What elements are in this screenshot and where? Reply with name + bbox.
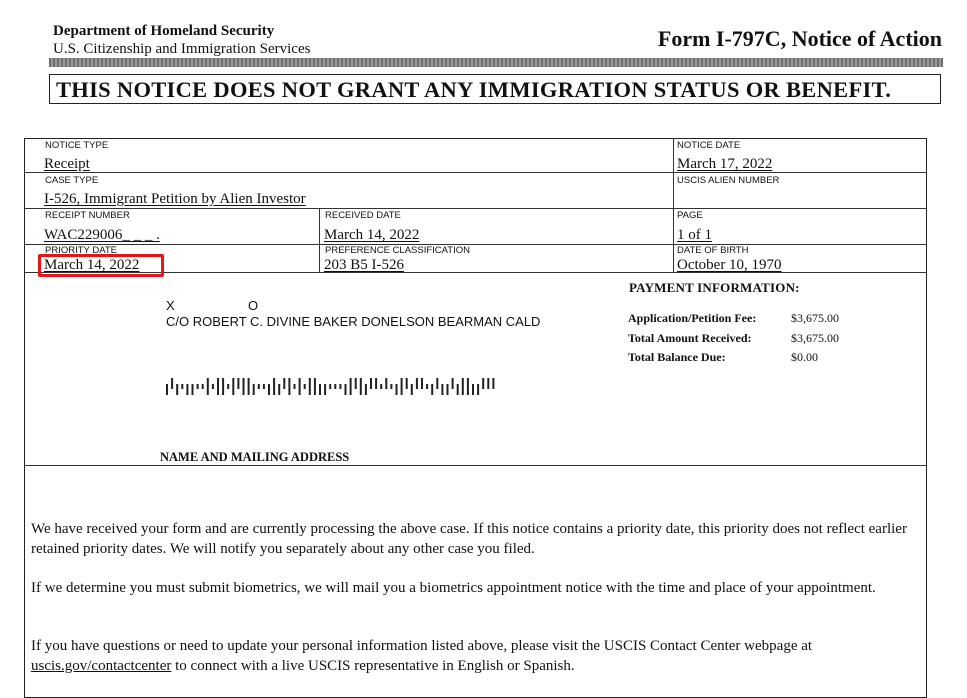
case-type-value: I-526, Immigrant Petition by Alien Investor: [44, 191, 306, 207]
agency-name: U.S. Citizenship and Immigration Services: [53, 41, 311, 57]
body-paragraph-3: [31, 636, 916, 676]
payment-label: Application/Petition Fee:: [628, 311, 757, 325]
mailing-address-label: NAME AND MAILING ADDRESS: [160, 450, 350, 464]
received-date-value: March 14, 2022: [324, 227, 420, 243]
preference-label: PREFERENCE CLASSIFICATION: [325, 245, 470, 256]
notice-date-label: NOTICE DATE: [677, 140, 741, 151]
notice-type-value: Receipt: [44, 156, 90, 172]
row-divider: [24, 172, 927, 173]
notice-type-label: NOTICE TYPE: [45, 140, 109, 151]
address-line2: C/O ROBERT C. DIVINE BAKER DONELSON BEARMAN CALD: [166, 314, 541, 329]
agency-header: [53, 22, 310, 58]
payment-label: Total Amount Received:: [628, 331, 752, 345]
page-label: PAGE: [677, 210, 703, 221]
body-paragraph-1: We have received your form and are currently processing the above case. If this notice contains a priority date, this priority does not reflect earlier retained priority dates. We will notify you separately about any other case you filed.: [31, 521, 907, 557]
department-name: Department of Homeland Security: [53, 23, 275, 39]
payment-title: PAYMENT INFORMATION:: [629, 280, 800, 295]
receipt-number-value: WAC229006_ _ _ .: [44, 227, 160, 243]
postal-barcode: [166, 378, 500, 395]
dob-label: DATE OF BIRTH: [677, 245, 749, 256]
payment-value: $0.00: [791, 350, 818, 364]
payment-value: $3,675.00: [791, 331, 839, 345]
alien-number-label: USCIS ALIEN NUMBER: [677, 175, 780, 186]
column-divider: [673, 138, 674, 272]
form-title: Form I-797C, Notice of Action: [657, 26, 942, 51]
row-divider: [24, 465, 927, 466]
contact-text-before: If you have questions or need to update your personal information listed above, please visit the USCIS Contact Center webpage at: [31, 638, 813, 654]
notice-form: [24, 138, 927, 698]
contact-center-link[interactable]: uscis.gov/contactcenter: [31, 658, 172, 674]
address-line1-left: X: [166, 298, 175, 313]
priority-date-label: PRIORITY DATE: [45, 245, 117, 256]
row-divider: [24, 244, 927, 245]
header-rule: [49, 58, 943, 67]
column-divider: [319, 208, 320, 272]
receipt-number-label: RECEIPT NUMBER: [45, 210, 130, 221]
page-value: 1 of 1: [677, 227, 712, 243]
body-paragraph-2: If we determine you must submit biometrics, we will mail you a biometrics appointment notice with the time and place of your appointment.: [31, 580, 876, 596]
row-divider: [24, 208, 927, 209]
priority-date-highlight: [38, 254, 164, 277]
notice-date-value: March 17, 2022: [677, 156, 773, 172]
case-type-label: CASE TYPE: [45, 175, 99, 186]
dob-value: October 10, 1970: [677, 257, 782, 273]
payment-value: $3,675.00: [791, 311, 839, 325]
preference-value: 203 B5 I-526: [324, 257, 404, 273]
address-line1-right: O: [248, 298, 259, 313]
received-date-label: RECEIVED DATE: [325, 210, 401, 221]
contact-text-after: to connect with a live USCIS representative in English or Spanish.: [171, 658, 575, 674]
priority-date-value: March 14, 2022: [44, 257, 140, 273]
status-banner: THIS NOTICE DOES NOT GRANT ANY IMMIGRATION STATUS OR BENEFIT.: [49, 74, 941, 104]
payment-label: Total Balance Due:: [628, 350, 726, 364]
